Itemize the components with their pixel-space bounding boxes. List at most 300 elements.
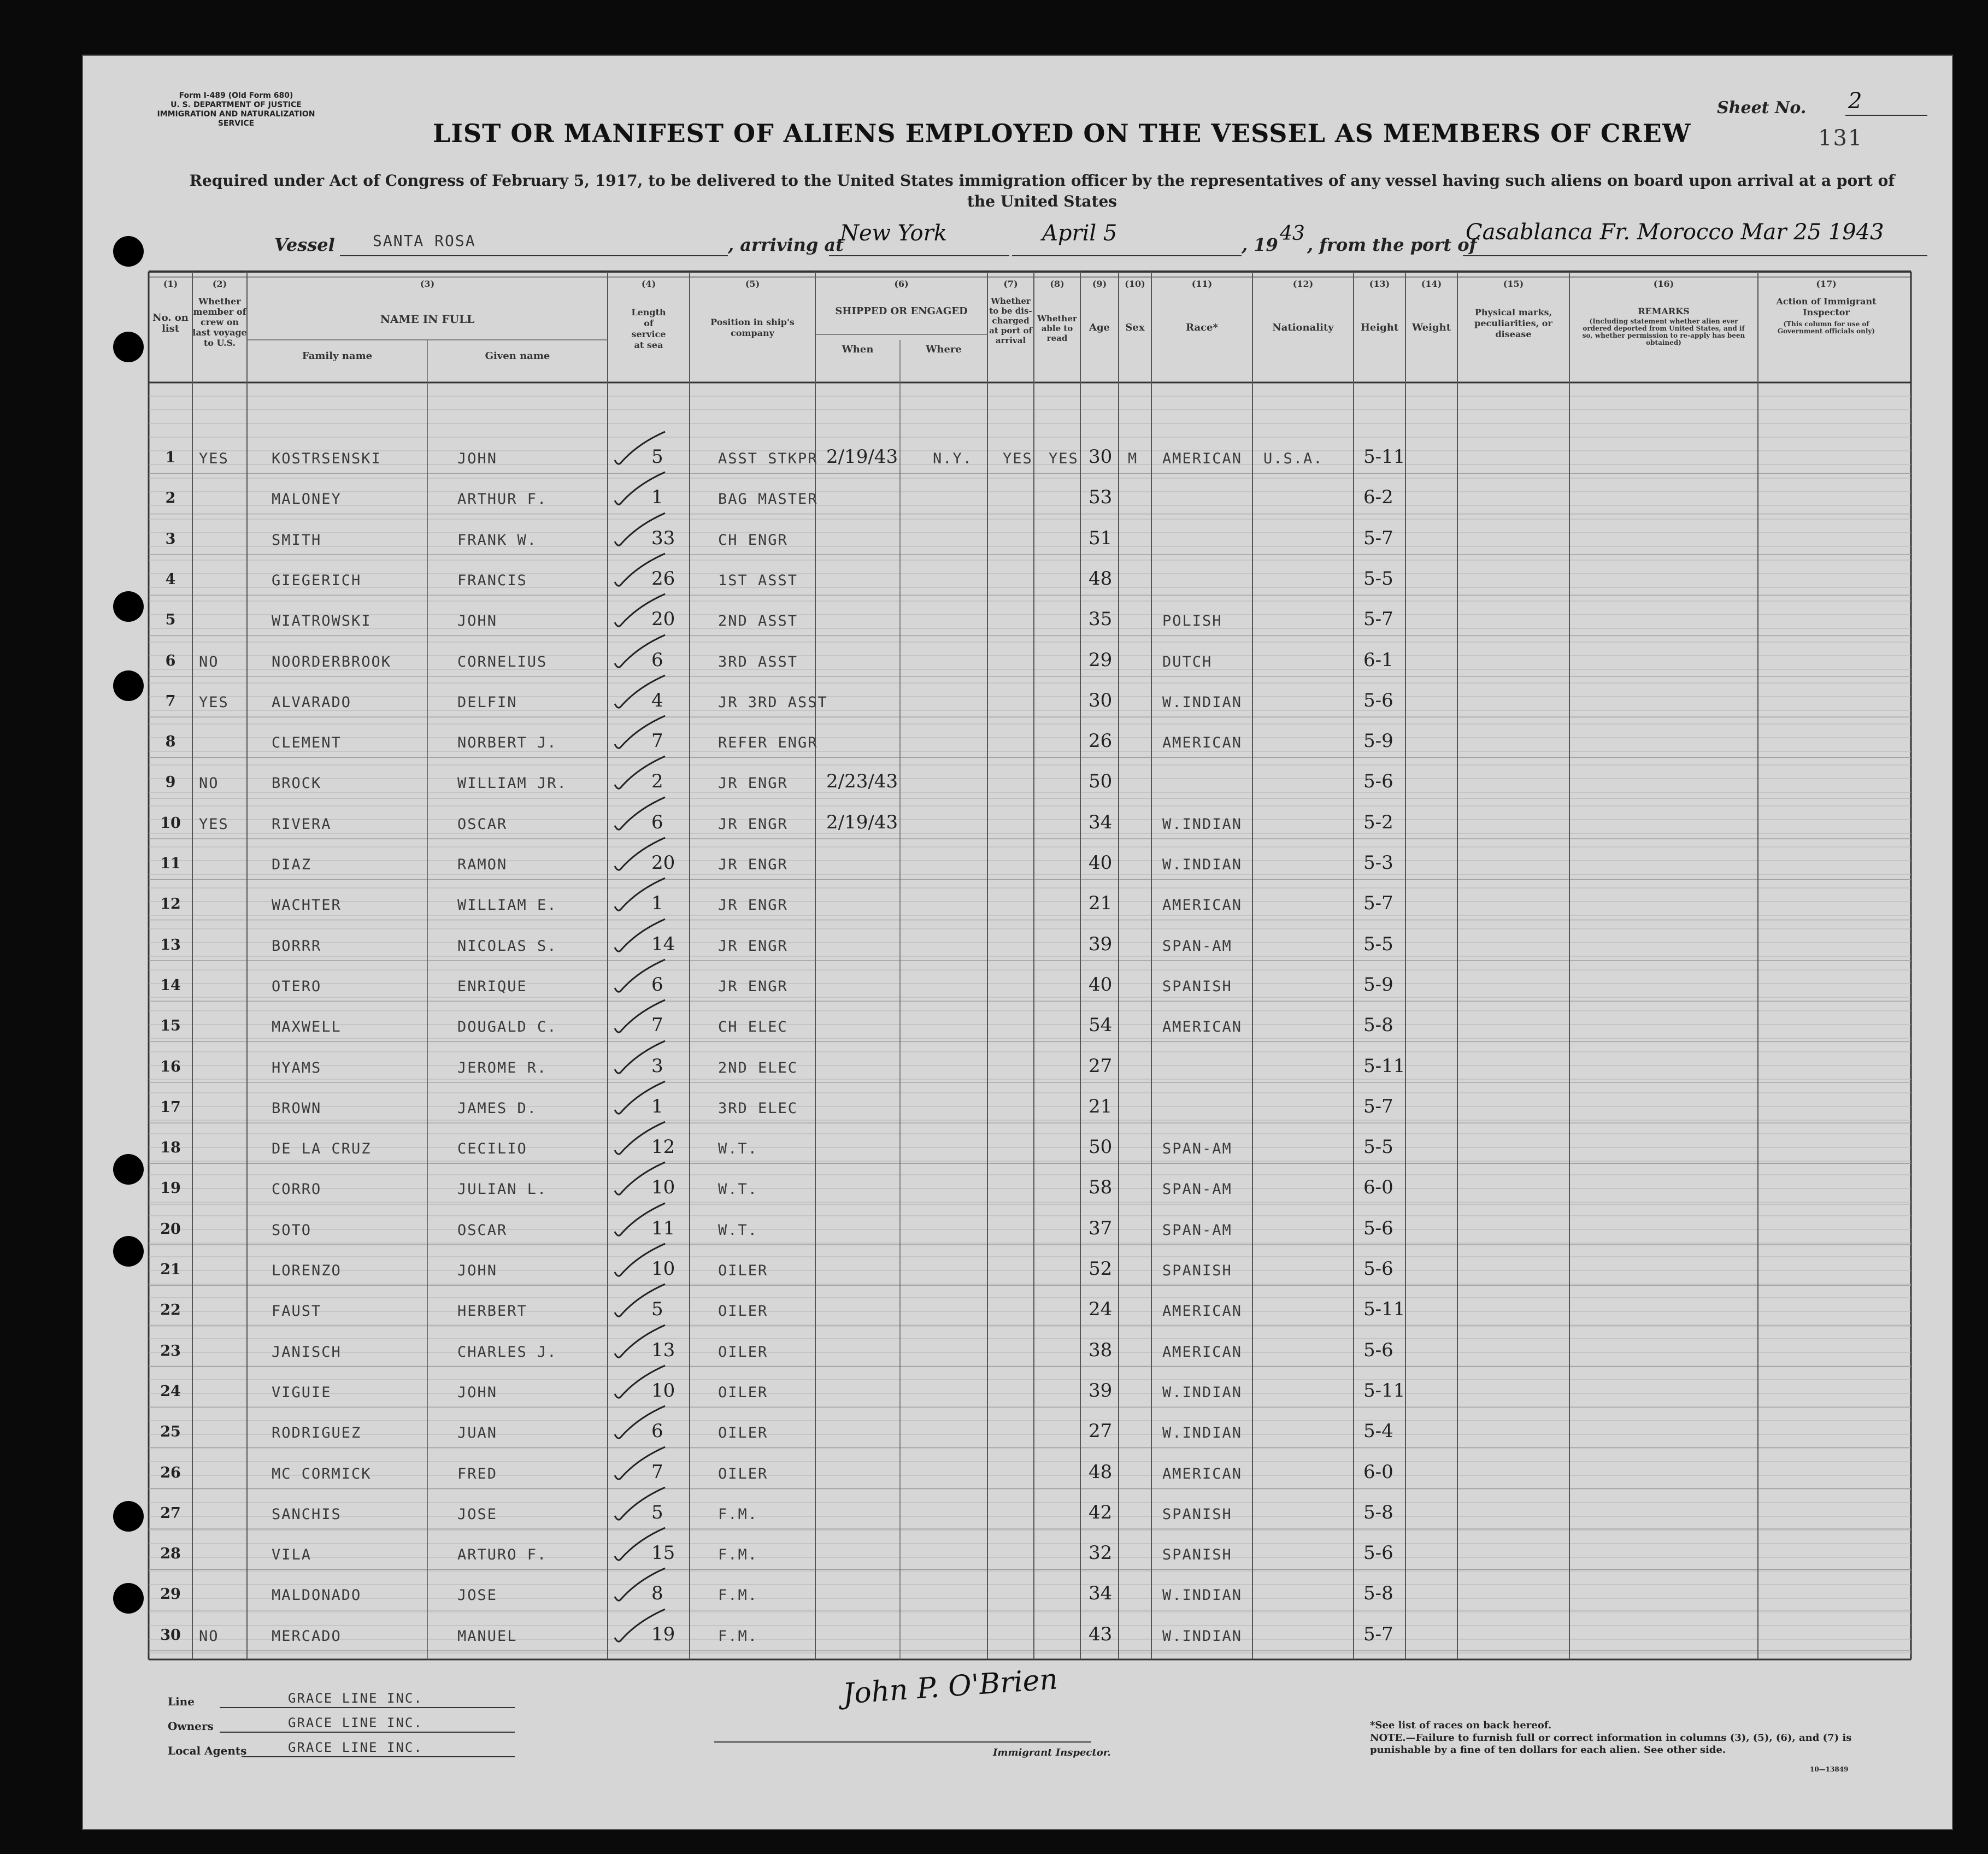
row-number: 9 [165, 774, 176, 791]
row-family-name: MC CORMICK [272, 1465, 372, 1482]
row-service-years: 12 [651, 1136, 675, 1158]
col-num-7: (7) [1003, 279, 1018, 289]
row-height: 5-6 [1363, 1258, 1393, 1280]
row-family-name: CORRO [272, 1181, 322, 1198]
row-race: SPANISH [1162, 1546, 1232, 1564]
row-age: 53 [1089, 486, 1113, 509]
check-mark-icon [610, 1037, 670, 1080]
row-service-years: 7 [651, 730, 663, 752]
row-race: DUTCH [1162, 653, 1213, 670]
row-position: F.M. [718, 1587, 758, 1604]
row-height: 5-11 [1363, 446, 1405, 468]
row-given-name: DELFIN [457, 693, 517, 711]
col-num-16: (16) [1653, 279, 1674, 289]
row-number: 10 [160, 814, 181, 832]
row-service-years: 11 [651, 1217, 675, 1239]
row-family-name: SMITH [272, 531, 322, 549]
row-age: 35 [1089, 608, 1113, 631]
row-number: 20 [160, 1220, 181, 1238]
row-family-name: VIGUIE [272, 1384, 332, 1401]
check-mark-icon [610, 549, 670, 593]
page-title: LIST OR MANIFEST OF ALIENS EMPLOYED ON THE VESSEL AS MEMBERS OF CREW [433, 119, 1691, 148]
row-race: W.INDIAN [1162, 1587, 1243, 1604]
row-position: F.M. [718, 1546, 758, 1564]
check-mark-icon [610, 509, 670, 552]
row-given-name: ARTHUR F. [457, 491, 548, 508]
row-family-name: RIVERA [272, 815, 332, 833]
check-mark-icon [610, 671, 670, 715]
row-position: JR ENGR [718, 856, 788, 873]
col-header-remarks: REMARKS [1638, 306, 1690, 316]
row-position: OILER [718, 1384, 768, 1401]
col-header-weight: Weight [1411, 322, 1451, 333]
row-age: 34 [1089, 811, 1113, 833]
row-position: JR ENGR [718, 978, 788, 995]
row-position: JR ENGR [718, 815, 788, 833]
check-mark-icon [610, 1523, 670, 1567]
col-header-previous-voyage: Whether member of crew on last voyage to U.S. [192, 296, 247, 348]
row-age: 39 [1089, 933, 1113, 955]
row-family-name: MALDONADO [272, 1587, 362, 1604]
row-sex: M [1128, 450, 1138, 467]
vessel-label: Vessel [274, 234, 335, 255]
row-number: 12 [160, 896, 181, 913]
row-given-name: JOHN [457, 1262, 498, 1279]
row-race: W.INDIAN [1162, 1384, 1243, 1401]
col-num-17: (17) [1816, 279, 1837, 289]
row-position: 3RD ELEC [718, 1099, 798, 1117]
row-number: 21 [160, 1261, 181, 1278]
row-shipped-when: 2/19/43 [826, 811, 898, 833]
row-number: 23 [160, 1342, 181, 1359]
row-height: 6-0 [1363, 1461, 1393, 1483]
row-family-name: BORRR [272, 937, 322, 955]
row-service-years: 14 [651, 933, 675, 955]
col-num-2: (2) [212, 279, 227, 289]
agents-label: Local Agents [168, 1744, 247, 1757]
col-header-height: Height [1360, 322, 1399, 333]
row-race: POLISH [1162, 613, 1222, 630]
row-given-name: JOSE [457, 1587, 498, 1604]
row-height: 5-7 [1363, 892, 1393, 915]
check-mark-icon [610, 1361, 670, 1405]
inspector-label: Immigrant Inspector. [993, 1747, 1111, 1758]
row-age: 43 [1089, 1623, 1113, 1645]
row-given-name: WILLIAM JR. [457, 775, 567, 792]
row-given-name: NICOLAS S. [457, 937, 557, 955]
row-race: W.INDIAN [1162, 815, 1243, 833]
col-header-physical: Physical marks, peculiarities, or disease [1474, 307, 1552, 339]
row-service-years: 4 [651, 689, 663, 711]
row-height: 5-8 [1363, 1014, 1393, 1037]
col-header-nationality: Nationality [1272, 322, 1334, 333]
row-position: ASST STKPR [718, 450, 818, 467]
row-age: 40 [1089, 852, 1113, 874]
row-age: 30 [1089, 446, 1113, 468]
row-service-years: 13 [651, 1339, 675, 1361]
row-given-name: ARTURO F. [457, 1546, 548, 1564]
row-number: 25 [160, 1423, 181, 1441]
row-age: 58 [1089, 1176, 1113, 1199]
row-height: 6-2 [1363, 486, 1393, 509]
row-position: CH ELEC [718, 1019, 788, 1036]
row-service-years: 33 [651, 527, 675, 549]
row-age: 48 [1089, 1461, 1113, 1483]
row-family-name: SANCHIS [272, 1505, 342, 1523]
check-mark-icon [610, 1443, 670, 1486]
row-race: AMERICAN [1162, 1465, 1243, 1482]
col-num-11: (11) [1191, 279, 1213, 289]
col-num-13: (13) [1369, 279, 1390, 289]
row-position: F.M. [718, 1627, 758, 1645]
row-race: AMERICAN [1162, 450, 1243, 467]
row-age: 48 [1089, 567, 1113, 590]
row-position: 1ST ASST [718, 572, 798, 589]
row-given-name: ENRIQUE [457, 978, 527, 995]
check-mark-icon [610, 996, 670, 1039]
row-service-years: 1 [651, 486, 663, 509]
row-number: 15 [160, 1017, 181, 1035]
row-given-name: CORNELIUS [457, 653, 548, 670]
row-able-to-read: YES [1049, 450, 1079, 467]
row-age: 42 [1089, 1501, 1113, 1523]
row-age: 52 [1089, 1258, 1113, 1280]
row-nationality: U.S.A. [1263, 450, 1324, 467]
row-age: 30 [1089, 689, 1113, 711]
row-given-name: JULIAN L. [457, 1181, 548, 1198]
row-race: SPANISH [1162, 1505, 1232, 1523]
row-service-years: 1 [651, 892, 663, 915]
form-code: 10—13849 [1810, 1765, 1849, 1773]
row-position: BAG MASTER [718, 491, 818, 508]
check-mark-icon [610, 1321, 670, 1364]
row-race: AMERICAN [1162, 1303, 1243, 1320]
check-mark-icon [610, 427, 670, 471]
col-num-9: (9) [1092, 279, 1107, 289]
row-given-name: JOHN [457, 450, 498, 467]
row-previous-voyage: YES [199, 450, 229, 467]
row-height: 5-5 [1363, 567, 1393, 590]
check-mark-icon [610, 915, 670, 958]
row-age: 27 [1089, 1055, 1113, 1077]
col-header-sex: Sex [1125, 322, 1145, 333]
row-service-years: 6 [651, 811, 663, 833]
arrival-port: New York [840, 221, 947, 246]
row-age: 40 [1089, 973, 1113, 996]
row-family-name: RODRIGUEZ [272, 1425, 362, 1442]
row-shipped-when: 2/19/43 [826, 446, 898, 468]
col-header-position: Position in ship's company [710, 317, 795, 338]
sheet-number: 2 [1848, 89, 1862, 114]
check-mark-icon [610, 1483, 670, 1527]
row-service-years: 20 [651, 608, 675, 631]
row-service-years: 6 [651, 1420, 663, 1443]
row-position: OILER [718, 1343, 768, 1361]
row-height: 5-8 [1363, 1501, 1393, 1523]
col-note-remarks: (Including statement whether alien ever ordered deported from United States, and if so, whether permission to re-apply has been obtained) [1582, 317, 1745, 346]
row-given-name: CECILIO [457, 1140, 527, 1158]
row-height: 5-5 [1363, 933, 1393, 955]
row-position: JR ENGR [718, 897, 788, 914]
row-height: 5-9 [1363, 730, 1393, 752]
row-number: 11 [160, 855, 181, 872]
row-service-years: 10 [651, 1379, 675, 1402]
check-mark-icon [610, 590, 670, 633]
row-previous-voyage: NO [199, 775, 219, 792]
row-age: 50 [1089, 1136, 1113, 1158]
row-position: 2ND ELEC [718, 1059, 798, 1076]
agents-value: GRACE LINE INC. [288, 1740, 423, 1755]
row-age: 38 [1089, 1339, 1113, 1361]
row-given-name: HERBERT [457, 1303, 527, 1320]
row-age: 21 [1089, 1095, 1113, 1117]
row-number: 26 [160, 1464, 181, 1481]
row-previous-voyage: NO [199, 653, 219, 670]
row-given-name: OSCAR [457, 1221, 508, 1239]
col-header-where: Where [926, 344, 962, 355]
page-subtitle: Required under Act of Congress of February 5, 1917, to be delivered to the United States immigration officer by the representatives of any vessel having such aliens on board upon arrival at a port of the United States [189, 172, 1895, 210]
departure-port: Casablanca Fr. Morocco Mar 25 1943 [1466, 220, 1884, 245]
row-family-name: MERCADO [272, 1627, 342, 1645]
row-previous-voyage: YES [199, 815, 229, 833]
row-position: W.T. [718, 1221, 758, 1239]
check-mark-icon [610, 874, 670, 917]
row-height: 6-0 [1363, 1176, 1393, 1199]
row-family-name: FAUST [272, 1303, 322, 1320]
check-mark-icon [610, 1117, 670, 1161]
row-service-years: 6 [651, 649, 663, 671]
row-position: OILER [718, 1465, 768, 1482]
row-height: 5-2 [1363, 811, 1393, 833]
check-mark-icon [610, 1158, 670, 1202]
check-mark-icon [610, 631, 670, 674]
year-label: , 19 [1242, 234, 1278, 255]
row-height: 6-1 [1363, 649, 1393, 671]
manifest-sheet [82, 55, 1953, 1830]
row-position: REFER ENGR [718, 734, 818, 752]
row-position: JR 3RD ASST [718, 693, 828, 711]
row-number: 19 [160, 1180, 181, 1197]
row-race: AMERICAN [1162, 1343, 1243, 1361]
owners-value: GRACE LINE INC. [288, 1715, 423, 1731]
row-service-years: 15 [651, 1542, 675, 1564]
row-position: JR ENGR [718, 775, 788, 792]
col-header-race: Race* [1186, 322, 1218, 333]
row-service-years: 3 [651, 1055, 663, 1077]
row-position: OILER [718, 1262, 768, 1279]
row-family-name: DIAZ [272, 856, 312, 873]
row-service-years: 6 [651, 973, 663, 996]
col-num-14: (14) [1421, 279, 1442, 289]
service-name: IMMIGRATION AND NATURALIZATION SERVICE [157, 110, 315, 128]
row-number: 13 [160, 936, 181, 954]
row-service-years: 2 [651, 770, 663, 793]
row-age: 34 [1089, 1582, 1113, 1605]
row-age: 54 [1089, 1014, 1113, 1037]
row-given-name: JAMES D. [457, 1099, 538, 1117]
row-previous-voyage: NO [199, 1627, 219, 1645]
col-num-1: (1) [163, 279, 178, 289]
row-number: 18 [160, 1139, 181, 1157]
check-mark-icon [610, 793, 670, 837]
row-position: JR ENGR [718, 937, 788, 955]
row-race: W.INDIAN [1162, 856, 1243, 873]
col-header-discharged: Whether to be dis-charged at port of arrival [989, 296, 1032, 345]
row-race: SPAN-AM [1162, 1140, 1232, 1158]
check-mark-icon [610, 1280, 670, 1323]
row-position: 3RD ASST [718, 653, 798, 670]
row-family-name: OTERO [272, 978, 322, 995]
row-race: SPANISH [1162, 978, 1232, 995]
row-service-years: 5 [651, 1298, 663, 1321]
row-race: W.INDIAN [1162, 1627, 1243, 1645]
check-mark-icon [610, 752, 670, 796]
row-position: W.T. [718, 1140, 758, 1158]
row-service-years: 26 [651, 567, 675, 590]
row-given-name: FRED [457, 1465, 498, 1482]
row-number: 8 [165, 733, 176, 751]
row-family-name: BROWN [272, 1099, 322, 1117]
row-position: OILER [718, 1303, 768, 1320]
form-id: Form I-489 (Old Form 680) [179, 91, 293, 100]
row-age: 29 [1089, 649, 1113, 671]
row-service-years: 5 [651, 446, 663, 468]
line-label: Line [168, 1695, 195, 1708]
row-number: 22 [160, 1302, 181, 1319]
row-number: 3 [165, 530, 176, 548]
row-given-name: JEROME R. [457, 1059, 548, 1076]
row-position: 2ND ASST [718, 613, 798, 630]
row-height: 5-3 [1363, 852, 1393, 874]
row-race: W.INDIAN [1162, 1425, 1243, 1442]
row-age: 24 [1089, 1298, 1113, 1321]
row-height: 5-7 [1363, 1095, 1393, 1117]
row-service-years: 10 [651, 1176, 675, 1199]
row-age: 27 [1089, 1420, 1113, 1443]
row-given-name: DOUGALD C. [457, 1019, 557, 1036]
row-given-name: NORBERT J. [457, 734, 557, 752]
vessel-name: SANTA ROSA [373, 232, 476, 250]
sheet-number-label: Sheet No. [1717, 98, 1807, 117]
row-previous-voyage: YES [199, 693, 229, 711]
col-header-shipped: SHIPPED OR ENGAGED [835, 305, 968, 317]
row-family-name: VILA [272, 1546, 312, 1564]
row-race: AMERICAN [1162, 897, 1243, 914]
row-position: CH ENGR [718, 531, 788, 549]
row-height: 5-7 [1363, 608, 1393, 631]
row-race: SPANISH [1162, 1262, 1232, 1279]
row-given-name: JUAN [457, 1425, 498, 1442]
row-height: 5-8 [1363, 1582, 1393, 1605]
row-family-name: JANISCH [272, 1343, 342, 1361]
row-number: 14 [160, 976, 181, 994]
col-num-8: (8) [1050, 279, 1064, 289]
row-service-years: 7 [651, 1461, 663, 1483]
row-height: 5-11 [1363, 1379, 1405, 1402]
row-given-name: JOSE [457, 1505, 498, 1523]
col-num-5: (5) [745, 279, 760, 289]
row-family-name: BROCK [272, 775, 322, 792]
owners-label: Owners [168, 1720, 214, 1733]
from-port-label: , from the port of [1307, 234, 1477, 255]
check-mark-icon [610, 955, 670, 999]
check-mark-icon [610, 1605, 670, 1649]
row-number: 29 [160, 1586, 181, 1603]
row-family-name: CLEMENT [272, 734, 342, 752]
row-height: 5-4 [1363, 1420, 1393, 1443]
row-age: 37 [1089, 1217, 1113, 1239]
row-number: 1 [165, 449, 176, 466]
row-height: 5-6 [1363, 1542, 1393, 1564]
col-num-15: (15) [1503, 279, 1524, 289]
row-given-name: MANUEL [457, 1627, 517, 1645]
row-height: 5-9 [1363, 973, 1393, 996]
row-position: F.M. [718, 1505, 758, 1523]
inspector-signature: John P. O'Brien [842, 1663, 1059, 1711]
row-position: OILER [718, 1425, 768, 1442]
col-header-action: Action of Immigrant Inspector [1776, 296, 1877, 317]
col-header-read: Whether able to read [1037, 314, 1077, 343]
row-height: 5-11 [1363, 1298, 1405, 1321]
row-shipped-when: 2/23/43 [826, 770, 898, 793]
races-note: *See list of races on back hereof. [1370, 1720, 1552, 1731]
row-family-name: MALONEY [272, 491, 342, 508]
row-service-years: 19 [651, 1623, 675, 1645]
col-header-when: When [842, 344, 874, 355]
row-race: AMERICAN [1162, 1019, 1243, 1036]
row-given-name: FRANCIS [457, 572, 527, 589]
col-header-no: No. on list [152, 312, 189, 334]
row-service-years: 5 [651, 1501, 663, 1523]
row-number: 7 [165, 692, 176, 710]
row-age: 50 [1089, 770, 1113, 793]
row-race: AMERICAN [1162, 734, 1243, 752]
row-service-years: 8 [651, 1582, 663, 1605]
row-shipped-where: N.Y. [933, 450, 973, 467]
row-family-name: KOSTRSENSKI [272, 450, 381, 467]
col-header-name: NAME IN FULL [380, 313, 475, 326]
row-family-name: GIEGERICH [272, 572, 362, 589]
row-family-name: NOORDERBROOK [272, 653, 392, 670]
row-height: 5-6 [1363, 1217, 1393, 1239]
row-number: 24 [160, 1382, 181, 1400]
row-service-years: 7 [651, 1014, 663, 1037]
row-given-name: RAMON [457, 856, 508, 873]
row-given-name: OSCAR [457, 815, 508, 833]
line-value: GRACE LINE INC. [288, 1691, 423, 1706]
check-mark-icon [610, 1564, 670, 1608]
check-mark-icon [610, 1239, 670, 1283]
col-num-4: (4) [641, 279, 656, 289]
sheet-stamp: 131 [1818, 126, 1863, 151]
row-number: 4 [165, 570, 176, 588]
col-header-family-name: Family name [302, 350, 373, 362]
col-num-12: (12) [1292, 279, 1314, 289]
check-mark-icon [610, 1402, 670, 1445]
row-family-name: HYAMS [272, 1059, 322, 1076]
col-num-3: (3) [420, 279, 435, 289]
arriving-label: , arriving at [728, 234, 844, 255]
row-given-name: JOHN [457, 613, 498, 630]
row-number: 28 [160, 1545, 181, 1563]
check-mark-icon [610, 468, 670, 511]
row-family-name: WIATROWSKI [272, 613, 372, 630]
penalty-note: NOTE.—Failure to furnish full or correct information in columns (3), (5), (6), and (7) is punishable by a fine of ten dollars for each alien. See other side. [1370, 1732, 1852, 1756]
row-service-years: 20 [651, 852, 675, 874]
row-height: 5-6 [1363, 770, 1393, 793]
row-discharged: YES [1003, 450, 1033, 467]
row-age: 39 [1089, 1379, 1113, 1402]
